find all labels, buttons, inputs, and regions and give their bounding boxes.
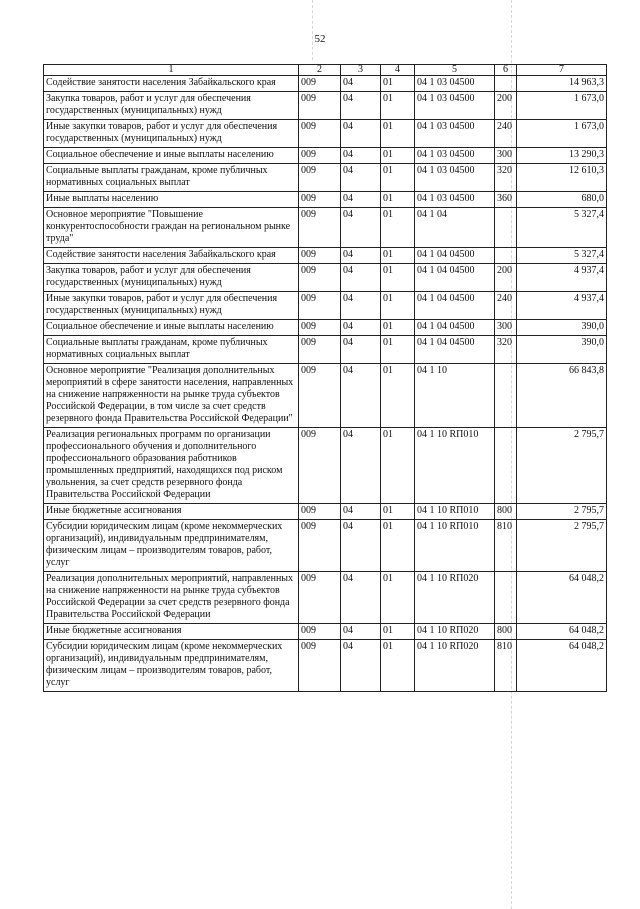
- budget-table: [43, 64, 607, 692]
- table-row: [44, 76, 607, 92]
- table-row: [44, 624, 607, 640]
- row-target-article: 04 1 04 04500: [415, 292, 495, 320]
- table-row: [44, 292, 607, 320]
- row-target-article: 04 1 03 04500: [415, 148, 495, 164]
- row-target-article: 04 1 10 RП010: [415, 520, 495, 572]
- row-amount: 64 048,2: [517, 624, 607, 640]
- row-amount: 5 327,4: [517, 208, 607, 248]
- row-target-article: 04 1 03 04500: [415, 76, 495, 92]
- row-subsection: 01: [381, 336, 415, 364]
- table-row: [44, 520, 607, 572]
- row-description: Иные бюджетные ассигнования: [44, 624, 299, 640]
- row-ministry-code: 009: [299, 76, 341, 92]
- row-ministry-code: 009: [299, 248, 341, 264]
- row-section: 04: [341, 504, 381, 520]
- row-section: 04: [341, 148, 381, 164]
- row-target-article: 04 1 10 RП010: [415, 428, 495, 504]
- row-target-article: 04 1 03 04500: [415, 164, 495, 192]
- row-amount: 390,0: [517, 320, 607, 336]
- row-section: 04: [341, 572, 381, 624]
- row-section: 04: [341, 624, 381, 640]
- row-ministry-code: 009: [299, 92, 341, 120]
- table-row: [44, 640, 607, 692]
- row-description: Субсидии юридическим лицам (кроме некоммерческих организаций), индивидуальным предпринимателям, физическим лицам – производителям товаров, работ, услуг: [44, 520, 299, 572]
- row-subsection: 01: [381, 248, 415, 264]
- row-section: 04: [341, 292, 381, 320]
- row-description: Иные закупки товаров, работ и услуг для обеспечения государственных (муниципальных) нужд: [44, 292, 299, 320]
- row-ministry-code: 009: [299, 428, 341, 504]
- row-target-article: 04 1 04 04500: [415, 264, 495, 292]
- table-row: [44, 92, 607, 120]
- table-row: [44, 164, 607, 192]
- column-header: 1: [44, 65, 299, 76]
- row-amount: 13 290,3: [517, 148, 607, 164]
- table-header-row: [44, 65, 607, 76]
- row-ministry-code: 009: [299, 504, 341, 520]
- row-ministry-code: 009: [299, 208, 341, 248]
- row-description: Социальные выплаты гражданам, кроме публичных нормативных социальных выплат: [44, 164, 299, 192]
- column-header: 6: [495, 65, 517, 76]
- table-row: [44, 336, 607, 364]
- row-subsection: 01: [381, 320, 415, 336]
- row-amount: 2 795,7: [517, 520, 607, 572]
- row-subsection: 01: [381, 192, 415, 208]
- row-section: 04: [341, 320, 381, 336]
- row-subsection: 01: [381, 292, 415, 320]
- row-expense-type: 300: [495, 148, 517, 164]
- row-description: Основное мероприятие "Реализация дополнительных мероприятий в сфере занятости населения, направленных на снижение напряженности на рынке труда субъектов Российской Федерации, в том числе за счет средств резервного фонда Правительства Российской Федерации": [44, 364, 299, 428]
- row-expense-type: 810: [495, 520, 517, 572]
- row-description: Реализация дополнительных мероприятий, направленных на снижение напряженности на рынке труда субъектов Российской Федерации за счет средств резервного фонда Правительства Российской Федерации: [44, 572, 299, 624]
- row-description: Иные бюджетные ассигнования: [44, 504, 299, 520]
- row-description: Иные выплаты населению: [44, 192, 299, 208]
- row-subsection: 01: [381, 120, 415, 148]
- row-amount: 66 843,8: [517, 364, 607, 428]
- table-row: [44, 572, 607, 624]
- row-target-article: 04 1 04 04500: [415, 320, 495, 336]
- row-ministry-code: 009: [299, 336, 341, 364]
- row-amount: 2 795,7: [517, 504, 607, 520]
- row-section: 04: [341, 120, 381, 148]
- row-ministry-code: 009: [299, 640, 341, 692]
- column-header: 7: [517, 65, 607, 76]
- row-amount: 1 673,0: [517, 120, 607, 148]
- row-target-article: 04 1 03 04500: [415, 120, 495, 148]
- table-row: [44, 264, 607, 292]
- row-amount: 4 937,4: [517, 292, 607, 320]
- row-expense-type: 800: [495, 624, 517, 640]
- row-description: Содействие занятости населения Забайкальского края: [44, 76, 299, 92]
- row-amount: 64 048,2: [517, 572, 607, 624]
- row-description: Реализация региональных программ по организации профессионального обучения и дополнительного профессионального образования работников промышленных предприятий, находящихся под риском увольнения, за счет средств резервного фонда Правительства Российской Федерации: [44, 428, 299, 504]
- row-amount: 14 963,3: [517, 76, 607, 92]
- row-expense-type: 200: [495, 264, 517, 292]
- row-ministry-code: 009: [299, 164, 341, 192]
- row-subsection: 01: [381, 164, 415, 192]
- row-target-article: 04 1 10 RП010: [415, 504, 495, 520]
- row-subsection: 01: [381, 624, 415, 640]
- row-amount: 2 795,7: [517, 428, 607, 504]
- row-target-article: 04 1 10 RП020: [415, 572, 495, 624]
- row-section: 04: [341, 248, 381, 264]
- row-amount: 5 327,4: [517, 248, 607, 264]
- row-expense-type: 240: [495, 292, 517, 320]
- table-body: [44, 76, 607, 692]
- row-amount: 1 673,0: [517, 92, 607, 120]
- row-ministry-code: 009: [299, 264, 341, 292]
- row-target-article: 04 1 04 04500: [415, 248, 495, 264]
- row-expense-type: 320: [495, 336, 517, 364]
- row-subsection: 01: [381, 76, 415, 92]
- row-ministry-code: 009: [299, 364, 341, 428]
- row-expense-type: 240: [495, 120, 517, 148]
- row-target-article: 04 1 10 RП020: [415, 640, 495, 692]
- row-expense-type: [495, 76, 517, 92]
- row-ministry-code: 009: [299, 148, 341, 164]
- row-expense-type: 200: [495, 92, 517, 120]
- row-expense-type: [495, 428, 517, 504]
- table-row: [44, 148, 607, 164]
- row-section: 04: [341, 264, 381, 292]
- row-expense-type: [495, 572, 517, 624]
- row-target-article: 04 1 10: [415, 364, 495, 428]
- row-description: Социальное обеспечение и иные выплаты населению: [44, 148, 299, 164]
- row-subsection: 01: [381, 428, 415, 504]
- row-target-article: 04 1 04: [415, 208, 495, 248]
- row-description: Содействие занятости населения Забайкальского края: [44, 248, 299, 264]
- row-subsection: 01: [381, 572, 415, 624]
- column-header: 2: [299, 65, 341, 76]
- row-expense-type: 810: [495, 640, 517, 692]
- row-target-article: 04 1 04 04500: [415, 336, 495, 364]
- row-description: Социальное обеспечение и иные выплаты населению: [44, 320, 299, 336]
- row-section: 04: [341, 208, 381, 248]
- column-header: 3: [341, 65, 381, 76]
- row-description: Социальные выплаты гражданам, кроме публичных нормативных социальных выплат: [44, 336, 299, 364]
- row-amount: 64 048,2: [517, 640, 607, 692]
- row-description: Основное мероприятие "Повышение конкурентоспособности граждан на региональном рынке труда": [44, 208, 299, 248]
- row-subsection: 01: [381, 364, 415, 428]
- row-target-article: 04 1 03 04500: [415, 92, 495, 120]
- table-row: [44, 428, 607, 504]
- row-subsection: 01: [381, 504, 415, 520]
- row-subsection: 01: [381, 92, 415, 120]
- row-amount: 4 937,4: [517, 264, 607, 292]
- column-header: 5: [415, 65, 495, 76]
- row-description: Иные закупки товаров, работ и услуг для обеспечения государственных (муниципальных) нужд: [44, 120, 299, 148]
- row-subsection: 01: [381, 520, 415, 572]
- row-section: 04: [341, 192, 381, 208]
- row-section: 04: [341, 640, 381, 692]
- row-ministry-code: 009: [299, 520, 341, 572]
- row-subsection: 01: [381, 148, 415, 164]
- row-subsection: 01: [381, 640, 415, 692]
- table-row: [44, 208, 607, 248]
- table-row: [44, 320, 607, 336]
- row-expense-type: [495, 248, 517, 264]
- row-description: Закупка товаров, работ и услуг для обеспечения государственных (муниципальных) нужд: [44, 264, 299, 292]
- row-description: Закупка товаров, работ и услуг для обеспечения государственных (муниципальных) нужд: [44, 92, 299, 120]
- page-number: 52: [314, 33, 326, 45]
- row-amount: 390,0: [517, 336, 607, 364]
- row-section: 04: [341, 520, 381, 572]
- row-expense-type: [495, 208, 517, 248]
- row-ministry-code: 009: [299, 292, 341, 320]
- table-row: [44, 364, 607, 428]
- row-ministry-code: 009: [299, 192, 341, 208]
- row-subsection: 01: [381, 264, 415, 292]
- table-row: [44, 192, 607, 208]
- table-row: [44, 248, 607, 264]
- row-ministry-code: 009: [299, 120, 341, 148]
- row-subsection: 01: [381, 208, 415, 248]
- row-ministry-code: 009: [299, 624, 341, 640]
- row-expense-type: 360: [495, 192, 517, 208]
- row-expense-type: [495, 364, 517, 428]
- table-row: [44, 120, 607, 148]
- row-section: 04: [341, 164, 381, 192]
- row-section: 04: [341, 364, 381, 428]
- row-target-article: 04 1 03 04500: [415, 192, 495, 208]
- row-section: 04: [341, 76, 381, 92]
- row-expense-type: 800: [495, 504, 517, 520]
- row-amount: 12 610,3: [517, 164, 607, 192]
- row-ministry-code: 009: [299, 320, 341, 336]
- column-header: 4: [381, 65, 415, 76]
- row-ministry-code: 009: [299, 572, 341, 624]
- row-target-article: 04 1 10 RП020: [415, 624, 495, 640]
- row-section: 04: [341, 336, 381, 364]
- row-section: 04: [341, 428, 381, 504]
- row-amount: 680,0: [517, 192, 607, 208]
- row-expense-type: 300: [495, 320, 517, 336]
- table-row: [44, 504, 607, 520]
- row-section: 04: [341, 92, 381, 120]
- row-description: Субсидии юридическим лицам (кроме некоммерческих организаций), индивидуальным предпринимателям, физическим лицам – производителям товаров, работ, услуг: [44, 640, 299, 692]
- scan-artifact-line: [312, 0, 313, 60]
- row-expense-type: 320: [495, 164, 517, 192]
